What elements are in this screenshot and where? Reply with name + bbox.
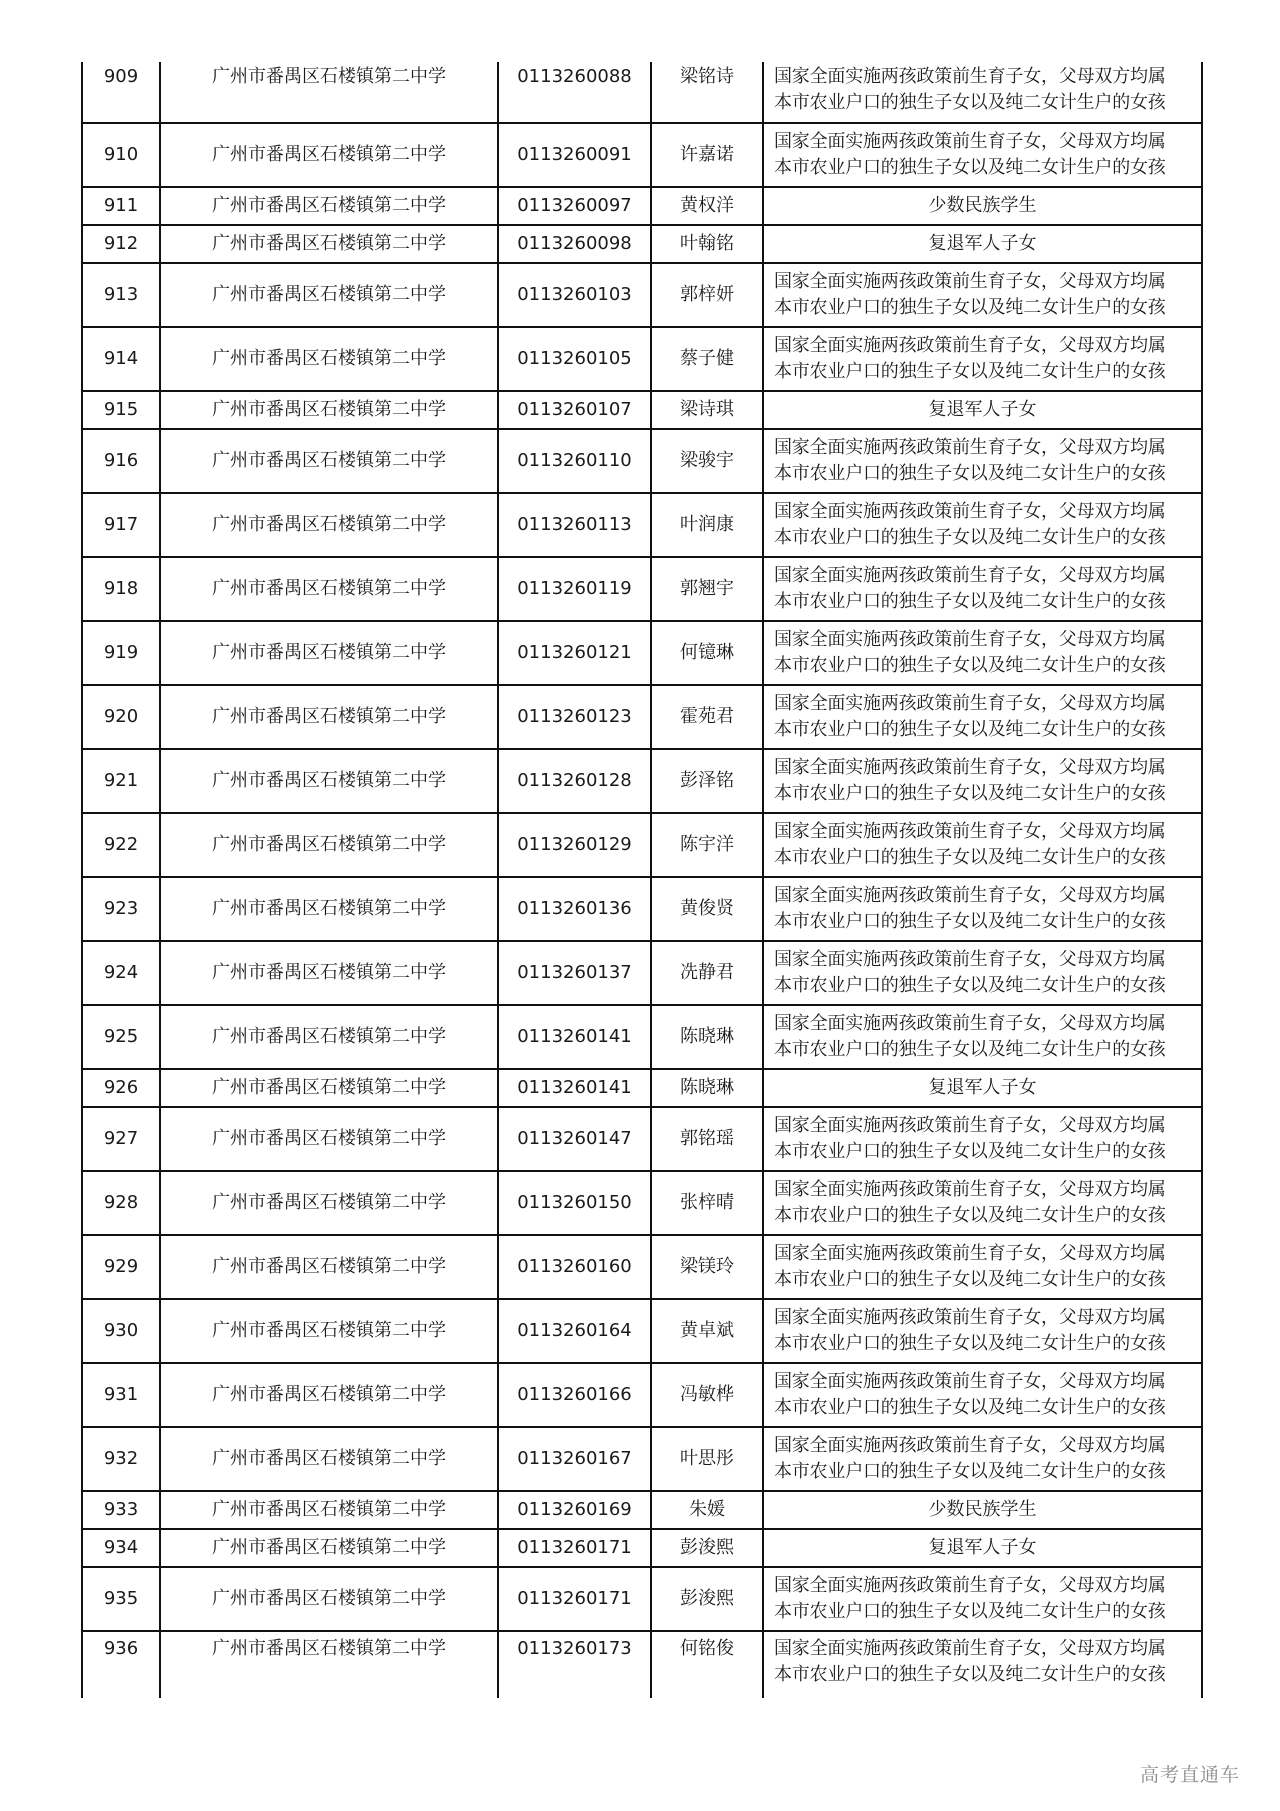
category-line-1: 国家全面实施两孩政策前生育子女，父母双方均属 xyxy=(774,1243,1166,1264)
student-name: 许嘉诺 xyxy=(651,123,763,187)
registration-id: 0113260121 xyxy=(498,621,651,685)
table-row xyxy=(82,429,1202,493)
school-name: 广州市番禺区石楼镇第二中学 xyxy=(160,1069,498,1107)
category-cell: 少数民族学生 xyxy=(763,187,1202,225)
table-row xyxy=(82,493,1202,557)
registration-id: 0113260103 xyxy=(498,263,651,327)
table-body xyxy=(82,62,1202,1698)
student-name: 蔡子健 xyxy=(651,327,763,391)
table-row xyxy=(82,1631,1202,1698)
school-name: 广州市番禺区石楼镇第二中学 xyxy=(160,187,498,225)
student-name: 叶润康 xyxy=(651,493,763,557)
table-row xyxy=(82,1491,1202,1529)
student-name: 何镱琳 xyxy=(651,621,763,685)
row-number: 914 xyxy=(82,327,160,391)
category-line-2: 本市农业户口的独生子女以及纯二女计生户的女孩 xyxy=(774,297,1166,318)
category-cell: 复退军人子女 xyxy=(763,1069,1202,1107)
school-name: 广州市番禺区石楼镇第二中学 xyxy=(160,685,498,749)
table-row xyxy=(82,1529,1202,1567)
category-line-1: 国家全面实施两孩政策前生育子女，父母双方均属 xyxy=(774,437,1166,458)
table-row xyxy=(82,1567,1202,1631)
row-number: 919 xyxy=(82,621,160,685)
category-line-2: 本市农业户口的独生子女以及纯二女计生户的女孩 xyxy=(774,1269,1166,1290)
table-row xyxy=(82,1299,1202,1363)
row-number: 929 xyxy=(82,1235,160,1299)
row-number: 926 xyxy=(82,1069,160,1107)
school-name: 广州市番禺区石楼镇第二中学 xyxy=(160,557,498,621)
student-name: 彭浚熙 xyxy=(651,1567,763,1631)
school-name: 广州市番禺区石楼镇第二中学 xyxy=(160,1107,498,1171)
table-row xyxy=(82,941,1202,1005)
registration-id: 0113260171 xyxy=(498,1567,651,1631)
student-name: 冼静君 xyxy=(651,941,763,1005)
student-name: 彭泽铭 xyxy=(651,749,763,813)
school-name: 广州市番禺区石楼镇第二中学 xyxy=(160,1529,498,1567)
student-name: 梁镁玲 xyxy=(651,1235,763,1299)
registration-id: 0113260136 xyxy=(498,877,651,941)
category-cell xyxy=(763,877,1202,941)
row-number: 924 xyxy=(82,941,160,1005)
registration-id: 0113260107 xyxy=(498,391,651,429)
category-cell xyxy=(763,621,1202,685)
row-number: 918 xyxy=(82,557,160,621)
category-line-2: 本市农业户口的独生子女以及纯二女计生户的女孩 xyxy=(774,463,1166,484)
category-cell xyxy=(763,1171,1202,1235)
category-line-2: 本市农业户口的独生子女以及纯二女计生户的女孩 xyxy=(774,527,1166,548)
registration-id: 0113260129 xyxy=(498,813,651,877)
category-cell xyxy=(763,1005,1202,1069)
row-number: 927 xyxy=(82,1107,160,1171)
school-name: 广州市番禺区石楼镇第二中学 xyxy=(160,877,498,941)
category-line-2: 本市农业户口的独生子女以及纯二女计生户的女孩 xyxy=(774,1664,1166,1685)
table-row xyxy=(82,1363,1202,1427)
category-cell: 复退军人子女 xyxy=(763,225,1202,263)
registration-id: 0113260113 xyxy=(498,493,651,557)
school-name: 广州市番禺区石楼镇第二中学 xyxy=(160,813,498,877)
student-name: 朱媛 xyxy=(651,1491,763,1529)
category-cell: 复退军人子女 xyxy=(763,391,1202,429)
category-cell xyxy=(763,1567,1202,1631)
category-line-2: 本市农业户口的独生子女以及纯二女计生户的女孩 xyxy=(774,591,1166,612)
category-line-1: 国家全面实施两孩政策前生育子女，父母双方均属 xyxy=(774,1435,1166,1456)
category-cell xyxy=(763,813,1202,877)
category-line-2: 本市农业户口的独生子女以及纯二女计生户的女孩 xyxy=(774,1141,1166,1162)
school-name: 广州市番禺区石楼镇第二中学 xyxy=(160,1005,498,1069)
table-row xyxy=(82,1427,1202,1491)
student-name: 张梓晴 xyxy=(651,1171,763,1235)
registration-id: 0113260150 xyxy=(498,1171,651,1235)
registration-id: 0113260110 xyxy=(498,429,651,493)
category-cell: 少数民族学生 xyxy=(763,1491,1202,1529)
student-name: 黄俊贤 xyxy=(651,877,763,941)
registration-id: 0113260160 xyxy=(498,1235,651,1299)
category-line-1: 国家全面实施两孩政策前生育子女，父母双方均属 xyxy=(774,1575,1166,1596)
student-name: 霍苑君 xyxy=(651,685,763,749)
category-cell xyxy=(763,263,1202,327)
table-row xyxy=(82,1069,1202,1107)
row-number: 915 xyxy=(82,391,160,429)
table-row xyxy=(82,1171,1202,1235)
row-number: 935 xyxy=(82,1567,160,1631)
registration-id: 0113260091 xyxy=(498,123,651,187)
table-row xyxy=(82,749,1202,813)
category-line-2: 本市农业户口的独生子女以及纯二女计生户的女孩 xyxy=(774,1333,1166,1354)
registration-id: 0113260123 xyxy=(498,685,651,749)
table-row xyxy=(82,225,1202,263)
school-name: 广州市番禺区石楼镇第二中学 xyxy=(160,1567,498,1631)
school-name: 广州市番禺区石楼镇第二中学 xyxy=(160,1491,498,1529)
registration-id: 0113260119 xyxy=(498,557,651,621)
row-number: 934 xyxy=(82,1529,160,1567)
category-line-2: 本市农业户口的独生子女以及纯二女计生户的女孩 xyxy=(774,1461,1166,1482)
category-line-1: 国家全面实施两孩政策前生育子女，父母双方均属 xyxy=(774,885,1166,906)
category-line-2: 本市农业户口的独生子女以及纯二女计生户的女孩 xyxy=(774,975,1166,996)
student-name: 冯敏桦 xyxy=(651,1363,763,1427)
registration-id: 0113260098 xyxy=(498,225,651,263)
school-name: 广州市番禺区石楼镇第二中学 xyxy=(160,62,498,123)
row-number: 916 xyxy=(82,429,160,493)
registration-id: 0113260141 xyxy=(498,1005,651,1069)
category-line-2: 本市农业户口的独生子女以及纯二女计生户的女孩 xyxy=(774,783,1166,804)
category-cell xyxy=(763,1235,1202,1299)
student-name: 黄卓斌 xyxy=(651,1299,763,1363)
school-name: 广州市番禺区石楼镇第二中学 xyxy=(160,621,498,685)
category-cell xyxy=(763,493,1202,557)
row-number: 932 xyxy=(82,1427,160,1491)
registration-id: 0113260166 xyxy=(498,1363,651,1427)
category-line-2: 本市农业户口的独生子女以及纯二女计生户的女孩 xyxy=(774,1397,1166,1418)
watermark-text: 高考直通车 xyxy=(1140,1764,1241,1786)
category-line-1: 国家全面实施两孩政策前生育子女，父母双方均属 xyxy=(774,66,1166,87)
registration-id: 0113260141 xyxy=(498,1069,651,1107)
category-cell: 复退军人子女 xyxy=(763,1529,1202,1567)
student-name: 陈宇洋 xyxy=(651,813,763,877)
school-name: 广州市番禺区石楼镇第二中学 xyxy=(160,1235,498,1299)
row-number: 920 xyxy=(82,685,160,749)
category-line-1: 国家全面实施两孩政策前生育子女，父母双方均属 xyxy=(774,1013,1166,1034)
category-line-2: 本市农业户口的独生子女以及纯二女计生户的女孩 xyxy=(774,719,1166,740)
category-cell xyxy=(763,685,1202,749)
school-name: 广州市番禺区石楼镇第二中学 xyxy=(160,941,498,1005)
category-cell xyxy=(763,1631,1202,1698)
registration-id: 0113260173 xyxy=(498,1631,651,1698)
table-row xyxy=(82,813,1202,877)
table-row xyxy=(82,1235,1202,1299)
school-name: 广州市番禺区石楼镇第二中学 xyxy=(160,225,498,263)
registration-id: 0113260164 xyxy=(498,1299,651,1363)
row-number: 933 xyxy=(82,1491,160,1529)
category-line-1: 国家全面实施两孩政策前生育子女，父母双方均属 xyxy=(774,335,1166,356)
category-line-2: 本市农业户口的独生子女以及纯二女计生户的女孩 xyxy=(774,847,1166,868)
student-name: 梁骏宇 xyxy=(651,429,763,493)
student-name: 叶翰铭 xyxy=(651,225,763,263)
school-name: 广州市番禺区石楼镇第二中学 xyxy=(160,263,498,327)
row-number: 917 xyxy=(82,493,160,557)
row-number: 936 xyxy=(82,1631,160,1698)
school-name: 广州市番禺区石楼镇第二中学 xyxy=(160,429,498,493)
category-line-2: 本市农业户口的独生子女以及纯二女计生户的女孩 xyxy=(774,1601,1166,1622)
category-line-1: 国家全面实施两孩政策前生育子女，父母双方均属 xyxy=(774,1179,1166,1200)
student-name: 彭浚熙 xyxy=(651,1529,763,1567)
table-row xyxy=(82,391,1202,429)
category-line-2: 本市农业户口的独生子女以及纯二女计生户的女孩 xyxy=(774,655,1166,676)
category-cell xyxy=(763,62,1202,123)
row-number: 921 xyxy=(82,749,160,813)
row-number: 922 xyxy=(82,813,160,877)
student-name: 郭铭瑶 xyxy=(651,1107,763,1171)
school-name: 广州市番禺区石楼镇第二中学 xyxy=(160,1363,498,1427)
registration-id: 0113260169 xyxy=(498,1491,651,1529)
registration-id: 0113260105 xyxy=(498,327,651,391)
category-line-1: 国家全面实施两孩政策前生育子女，父母双方均属 xyxy=(774,693,1166,714)
row-number: 913 xyxy=(82,263,160,327)
registration-id: 0113260147 xyxy=(498,1107,651,1171)
school-name: 广州市番禺区石楼镇第二中学 xyxy=(160,123,498,187)
registration-id: 0113260171 xyxy=(498,1529,651,1567)
table-row xyxy=(82,877,1202,941)
student-name: 梁铭诗 xyxy=(651,62,763,123)
row-number: 911 xyxy=(82,187,160,225)
row-number: 909 xyxy=(82,62,160,123)
row-number: 912 xyxy=(82,225,160,263)
student-name: 黄权洋 xyxy=(651,187,763,225)
row-number: 931 xyxy=(82,1363,160,1427)
category-cell xyxy=(763,941,1202,1005)
school-name: 广州市番禺区石楼镇第二中学 xyxy=(160,327,498,391)
category-line-1: 国家全面实施两孩政策前生育子女，父母双方均属 xyxy=(774,271,1166,292)
category-line-1: 国家全面实施两孩政策前生育子女，父母双方均属 xyxy=(774,1307,1166,1328)
table-row xyxy=(82,621,1202,685)
category-line-2: 本市农业户口的独生子女以及纯二女计生户的女孩 xyxy=(774,1039,1166,1060)
table-row xyxy=(82,62,1202,123)
category-line-1: 国家全面实施两孩政策前生育子女，父母双方均属 xyxy=(774,629,1166,650)
registration-id: 0113260128 xyxy=(498,749,651,813)
student-name: 何铭俊 xyxy=(651,1631,763,1698)
registration-id: 0113260137 xyxy=(498,941,651,1005)
registration-id: 0113260088 xyxy=(498,62,651,123)
category-line-1: 国家全面实施两孩政策前生育子女，父母双方均属 xyxy=(774,501,1166,522)
table-row xyxy=(82,1107,1202,1171)
table-row xyxy=(82,187,1202,225)
category-line-2: 本市农业户口的独生子女以及纯二女计生户的女孩 xyxy=(774,361,1166,382)
category-line-2: 本市农业户口的独生子女以及纯二女计生户的女孩 xyxy=(774,157,1166,178)
category-line-1: 国家全面实施两孩政策前生育子女，父母双方均属 xyxy=(774,1115,1166,1136)
school-name: 广州市番禺区石楼镇第二中学 xyxy=(160,749,498,813)
category-line-1: 国家全面实施两孩政策前生育子女，父母双方均属 xyxy=(774,821,1166,842)
row-number: 910 xyxy=(82,123,160,187)
category-cell xyxy=(763,123,1202,187)
table-row xyxy=(82,263,1202,327)
student-name: 陈晓琳 xyxy=(651,1005,763,1069)
school-name: 广州市番禺区石楼镇第二中学 xyxy=(160,1631,498,1698)
category-line-1: 国家全面实施两孩政策前生育子女，父母双方均属 xyxy=(774,949,1166,970)
row-number: 925 xyxy=(82,1005,160,1069)
category-line-1: 国家全面实施两孩政策前生育子女，父母双方均属 xyxy=(774,131,1166,152)
category-cell xyxy=(763,1363,1202,1427)
school-name: 广州市番禺区石楼镇第二中学 xyxy=(160,1427,498,1491)
category-cell xyxy=(763,1107,1202,1171)
student-name: 梁诗琪 xyxy=(651,391,763,429)
category-line-2: 本市农业户口的独生子女以及纯二女计生户的女孩 xyxy=(774,1205,1166,1226)
category-line-2: 本市农业户口的独生子女以及纯二女计生户的女孩 xyxy=(774,92,1166,113)
row-number: 930 xyxy=(82,1299,160,1363)
category-line-1: 国家全面实施两孩政策前生育子女，父母双方均属 xyxy=(774,1371,1166,1392)
category-cell xyxy=(763,429,1202,493)
table-row xyxy=(82,123,1202,187)
category-cell xyxy=(763,1427,1202,1491)
category-line-1: 国家全面实施两孩政策前生育子女，父母双方均属 xyxy=(774,565,1166,586)
table-row xyxy=(82,685,1202,749)
table-row xyxy=(82,557,1202,621)
student-name: 叶思彤 xyxy=(651,1427,763,1491)
category-cell xyxy=(763,557,1202,621)
registration-id: 0113260097 xyxy=(498,187,651,225)
enrollment-list-table xyxy=(81,62,1203,1698)
registration-id: 0113260167 xyxy=(498,1427,651,1491)
row-number: 928 xyxy=(82,1171,160,1235)
table-row xyxy=(82,1005,1202,1069)
school-name: 广州市番禺区石楼镇第二中学 xyxy=(160,1299,498,1363)
student-name: 郭梓妍 xyxy=(651,263,763,327)
category-line-1: 国家全面实施两孩政策前生育子女，父母双方均属 xyxy=(774,1638,1166,1659)
category-cell xyxy=(763,1299,1202,1363)
category-line-2: 本市农业户口的独生子女以及纯二女计生户的女孩 xyxy=(774,911,1166,932)
category-cell xyxy=(763,327,1202,391)
student-name: 郭翘宇 xyxy=(651,557,763,621)
table-row xyxy=(82,327,1202,391)
school-name: 广州市番禺区石楼镇第二中学 xyxy=(160,1171,498,1235)
row-number: 923 xyxy=(82,877,160,941)
category-cell xyxy=(763,749,1202,813)
category-line-1: 国家全面实施两孩政策前生育子女，父母双方均属 xyxy=(774,757,1166,778)
school-name: 广州市番禺区石楼镇第二中学 xyxy=(160,391,498,429)
school-name: 广州市番禺区石楼镇第二中学 xyxy=(160,493,498,557)
student-name: 陈晓琳 xyxy=(651,1069,763,1107)
